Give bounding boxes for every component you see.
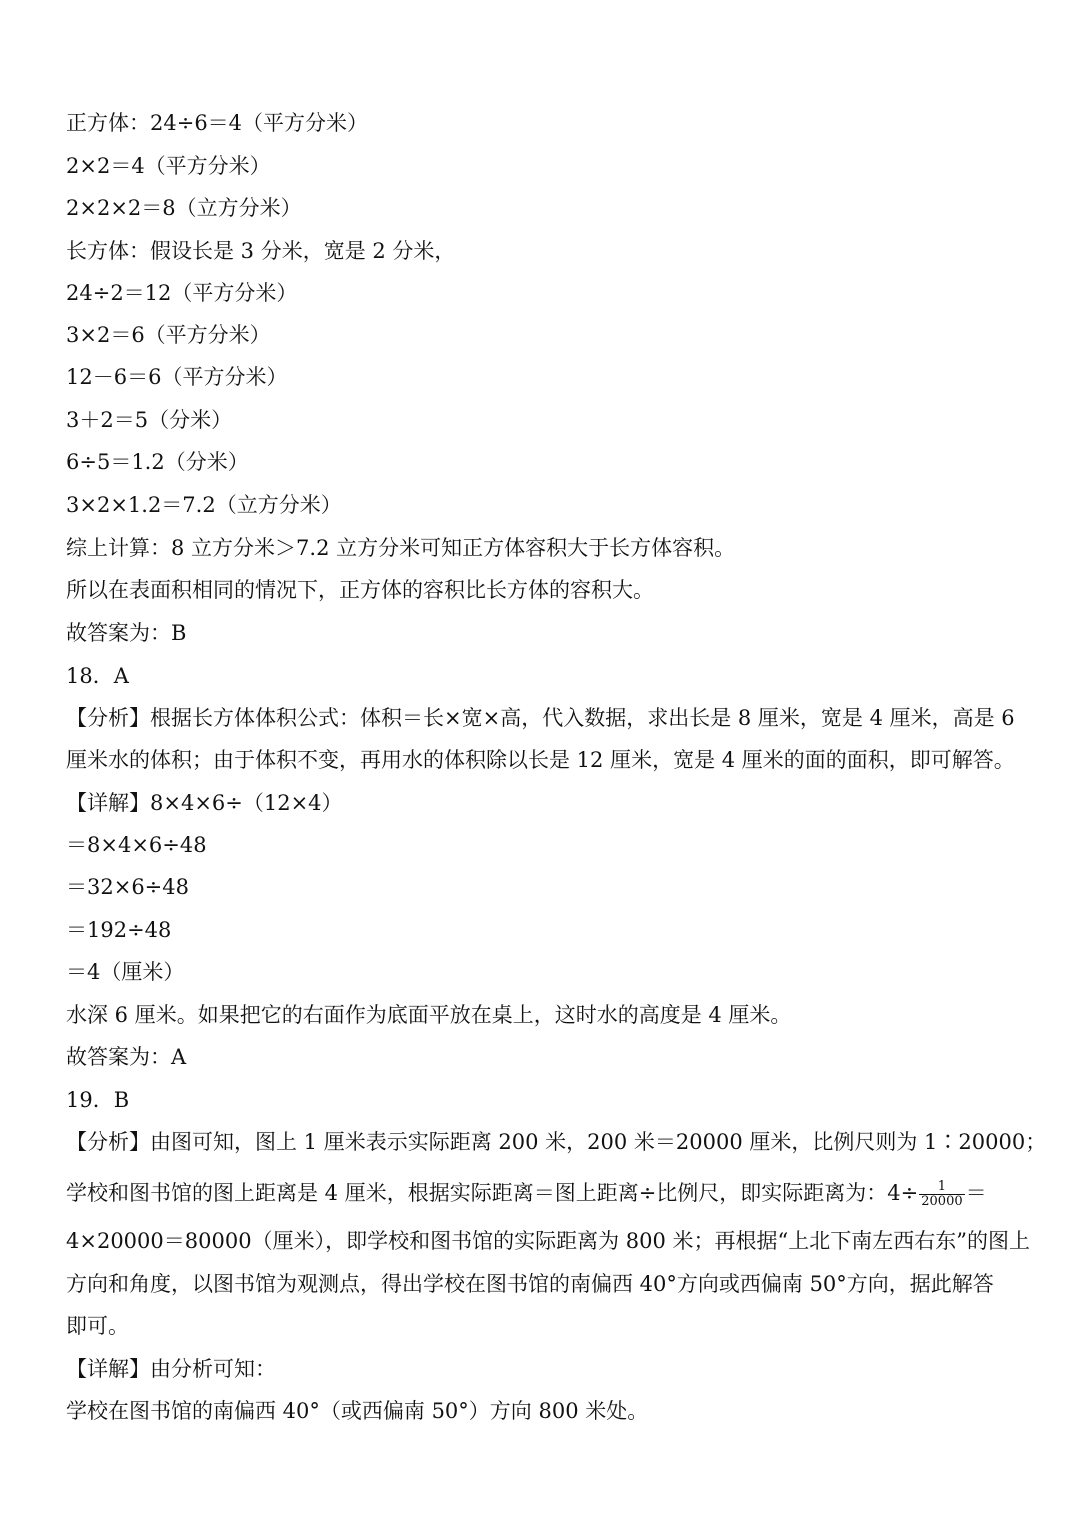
text-line: ＝8×4×6÷48 [66,833,207,857]
question-number: 18．A [66,664,129,688]
text-segment: 学校和图书馆的图上距离是 4 厘米，根据实际距离＝图上距离÷比例尺，即实际距离为：4÷ [66,1181,919,1205]
text-line: ＝32×6÷48 [66,875,189,899]
text-line: 所以在表面积相同的情况下，正方体的容积比长方体的容积大。 [66,578,654,602]
text-line: 正方体：24÷6＝4（平方分米） [66,111,369,135]
text-line: 24÷2＝12（平方分米） [66,281,298,305]
analysis-line: 即可。 [66,1314,129,1338]
analysis-line: 方向和角度，以图书馆为观测点，得出学校在图书馆的南偏西 40°方向或西偏南 50°方向，据此解答 [66,1272,994,1296]
text-line: 2×2＝4（平方分米） [66,154,271,178]
text-line: 6÷5＝1.2（分米） [66,450,249,474]
text-line: 长方体：假设长是 3 分米，宽是 2 分米， [66,239,456,263]
text-line: 3×2×1.2＝7.2（立方分米） [66,493,342,517]
fraction-numerator: 1 [937,1179,947,1194]
analysis-line: 厘米水的体积；由于体积不变，再用水的体积除以长是 12 厘米，宽是 4 厘米的面的面积，即可解答。 [66,748,1015,772]
text-line: 水深 6 厘米。如果把它的右面作为底面平放在桌上，这时水的高度是 4 厘米。 [66,1003,792,1027]
text-line: 综上计算：8 立方分米＞7.2 立方分米可知正方体容积大于长方体容积。 [66,536,736,560]
text-line: ＝192÷48 [66,918,172,942]
analysis-line: 4×20000＝80000（厘米），即学校和图书馆的实际距离为 800 米；再根据“上北下南左西右东”的图上 [66,1229,1030,1253]
fraction-denominator: 20000 [921,1194,963,1209]
text-line: 学校在图书馆的南偏西 40°（或西偏南 50°）方向 800 米处。 [66,1399,649,1423]
text-line: 3＋2＝5（分米） [66,408,233,432]
text-line: ＝4（厘米） [66,960,185,984]
solution-line: 【详解】由分析可知： [66,1357,276,1381]
analysis-line-with-fraction [66,1178,987,1209]
text-line: 3×2＝6（平方分米） [66,323,271,347]
analysis-line: 【分析】由图可知，图上 1 厘米表示实际距离 200 米，200 米＝20000 厘米，比例尺则为 1∶20000； [66,1130,1047,1154]
answer-line: 故答案为：A [66,1045,187,1069]
answer-line: 故答案为：B [66,621,187,645]
text-segment: ＝ [965,1181,987,1205]
analysis-line: 【分析】根据长方体体积公式：体积＝长×宽×高，代入数据，求出长是 8 厘米，宽是 4 厘米，高是 6 [66,706,1015,730]
solution-line: 【详解】8×4×6÷（12×4） [66,791,343,815]
text-line: 12－6＝6（平方分米） [66,365,288,389]
fraction [919,1180,964,1209]
question-number: 19．B [66,1088,130,1112]
text-line: 2×2×2＝8（立方分米） [66,196,302,220]
